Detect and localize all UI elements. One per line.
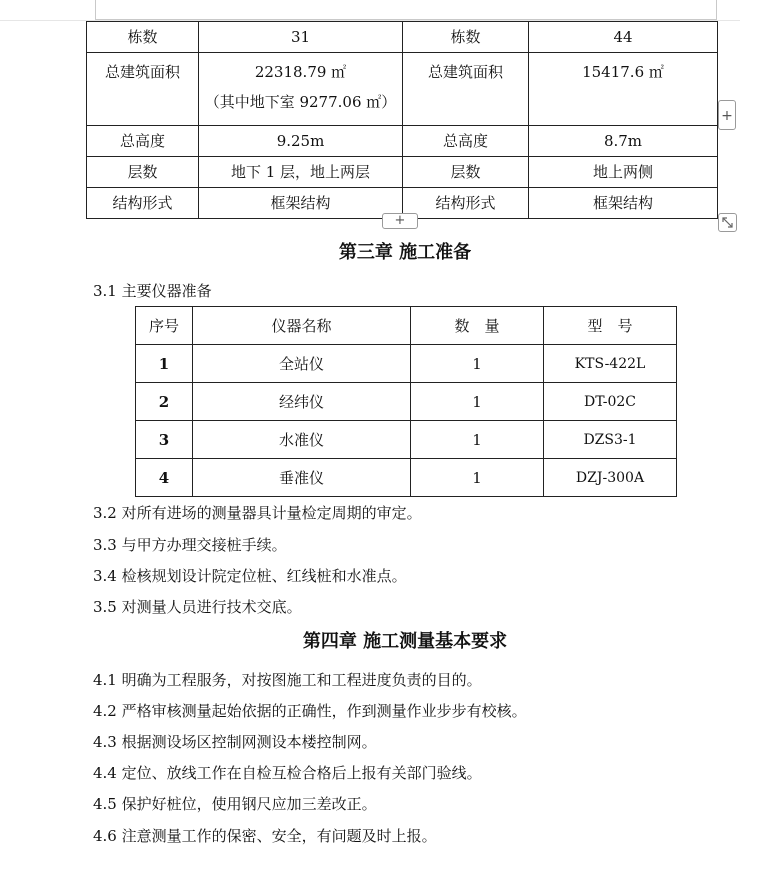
table-cell[interactable]: 总建筑面积 <box>87 53 199 126</box>
table-cell[interactable]: 4 <box>136 459 193 497</box>
table-cell[interactable]: 垂准仪 <box>193 459 411 497</box>
table-cell[interactable]: 栋数 <box>87 22 199 53</box>
table-cell[interactable]: 总高度 <box>87 126 199 157</box>
table-cell[interactable]: 1 <box>411 459 544 497</box>
paragraph: 4.6 注意测量工作的保密、安全，有问题及时上报。 <box>93 827 437 845</box>
table-cell[interactable]: 总高度 <box>403 126 529 157</box>
table-cell[interactable]: DZS3-1 <box>544 421 677 459</box>
table-cell[interactable]: 层数 <box>403 157 529 188</box>
table-cell[interactable]: 经纬仪 <box>193 383 411 421</box>
table-cell[interactable]: 全站仪 <box>193 345 411 383</box>
table-cell[interactable]: 地上两侧 <box>529 157 718 188</box>
column-header[interactable]: 仪器名称 <box>193 307 411 345</box>
paragraph: 3.5 对测量人员进行技术交底。 <box>93 598 302 616</box>
table-cell[interactable]: 8.7m <box>529 126 718 157</box>
previous-page-frame <box>95 0 717 20</box>
table-cell[interactable]: 1 <box>411 421 544 459</box>
table-cell[interactable]: 1 <box>411 383 544 421</box>
table-cell[interactable]: 地下 1 层，地上两层 <box>199 157 403 188</box>
table-cell[interactable]: 1 <box>411 345 544 383</box>
add-column-button[interactable]: + <box>718 100 736 130</box>
table-header-row <box>136 307 677 345</box>
table-cell[interactable]: KTS-422L <box>544 345 677 383</box>
column-header[interactable]: 型 号 <box>544 307 677 345</box>
paragraph: 3.4 检核规划设计院定位桩、红线桩和水准点。 <box>93 567 407 585</box>
chapter-3-title: 第三章 施工准备 <box>338 242 472 263</box>
table-cell[interactable]: 44 <box>529 22 718 53</box>
table-cell[interactable]: 框架结构 <box>199 188 403 219</box>
table-cell[interactable]: 框架结构 <box>529 188 718 219</box>
table-row <box>136 345 677 383</box>
building-info-table <box>86 21 718 219</box>
table-cell[interactable]: 3 <box>136 421 193 459</box>
table-cell[interactable] <box>199 53 403 126</box>
column-header[interactable]: 序号 <box>136 307 193 345</box>
area-value: 22318.79 ㎡ <box>254 63 347 81</box>
table-cell[interactable]: 1 <box>136 345 193 383</box>
paragraph: 4.1 明确为工程服务，对按图施工和工程进度负责的目的。 <box>93 671 482 689</box>
basement-area-note: （其中地下室 9277.06 ㎡） <box>204 93 397 111</box>
table-cell[interactable]: 15417.6 ㎡ <box>529 53 718 126</box>
add-row-button[interactable]: + <box>382 213 418 229</box>
table-resize-handle[interactable] <box>718 213 737 232</box>
table-cell[interactable]: 9.25m <box>199 126 403 157</box>
table-cell[interactable]: 栋数 <box>403 22 529 53</box>
table-cell[interactable]: DZJ-300A <box>544 459 677 497</box>
resize-diagonal-icon <box>719 214 736 231</box>
table-row <box>136 421 677 459</box>
paragraph: 4.4 定位、放线工作在自检互检合格后上报有关部门验线。 <box>93 764 482 782</box>
table-cell[interactable]: 31 <box>199 22 403 53</box>
table-cell[interactable]: 总建筑面积 <box>403 53 529 126</box>
table-cell[interactable]: 水准仪 <box>193 421 411 459</box>
table-cell[interactable]: 结构形式 <box>87 188 199 219</box>
section-3-1-heading: 3.1 主要仪器准备 <box>93 282 212 300</box>
table-cell[interactable]: 结构形式 <box>403 188 529 219</box>
table-row <box>87 22 718 53</box>
chapter-4-title: 第四章 施工测量基本要求 <box>302 631 508 652</box>
table-cell[interactable]: DT-02C <box>544 383 677 421</box>
table-row <box>136 459 677 497</box>
table-row <box>87 157 718 188</box>
instrument-table <box>135 306 677 497</box>
paragraph: 4.5 保护好桩位，使用钢尺应加三差改正。 <box>93 795 377 813</box>
table-cell[interactable]: 2 <box>136 383 193 421</box>
column-header[interactable]: 数 量 <box>411 307 544 345</box>
paragraph: 3.2 对所有进场的测量器具计量检定周期的审定。 <box>93 504 422 522</box>
paragraph: 4.3 根据测设场区控制网测设本楼控制网。 <box>93 733 377 751</box>
table-cell[interactable]: 层数 <box>87 157 199 188</box>
table-row <box>87 126 718 157</box>
table-row <box>87 53 718 126</box>
paragraph: 3.3 与甲方办理交接桩手续。 <box>93 536 287 554</box>
paragraph: 4.2 严格审核测量起始依据的正确性，作到测量作业步步有校核。 <box>93 702 527 720</box>
table-row <box>136 383 677 421</box>
